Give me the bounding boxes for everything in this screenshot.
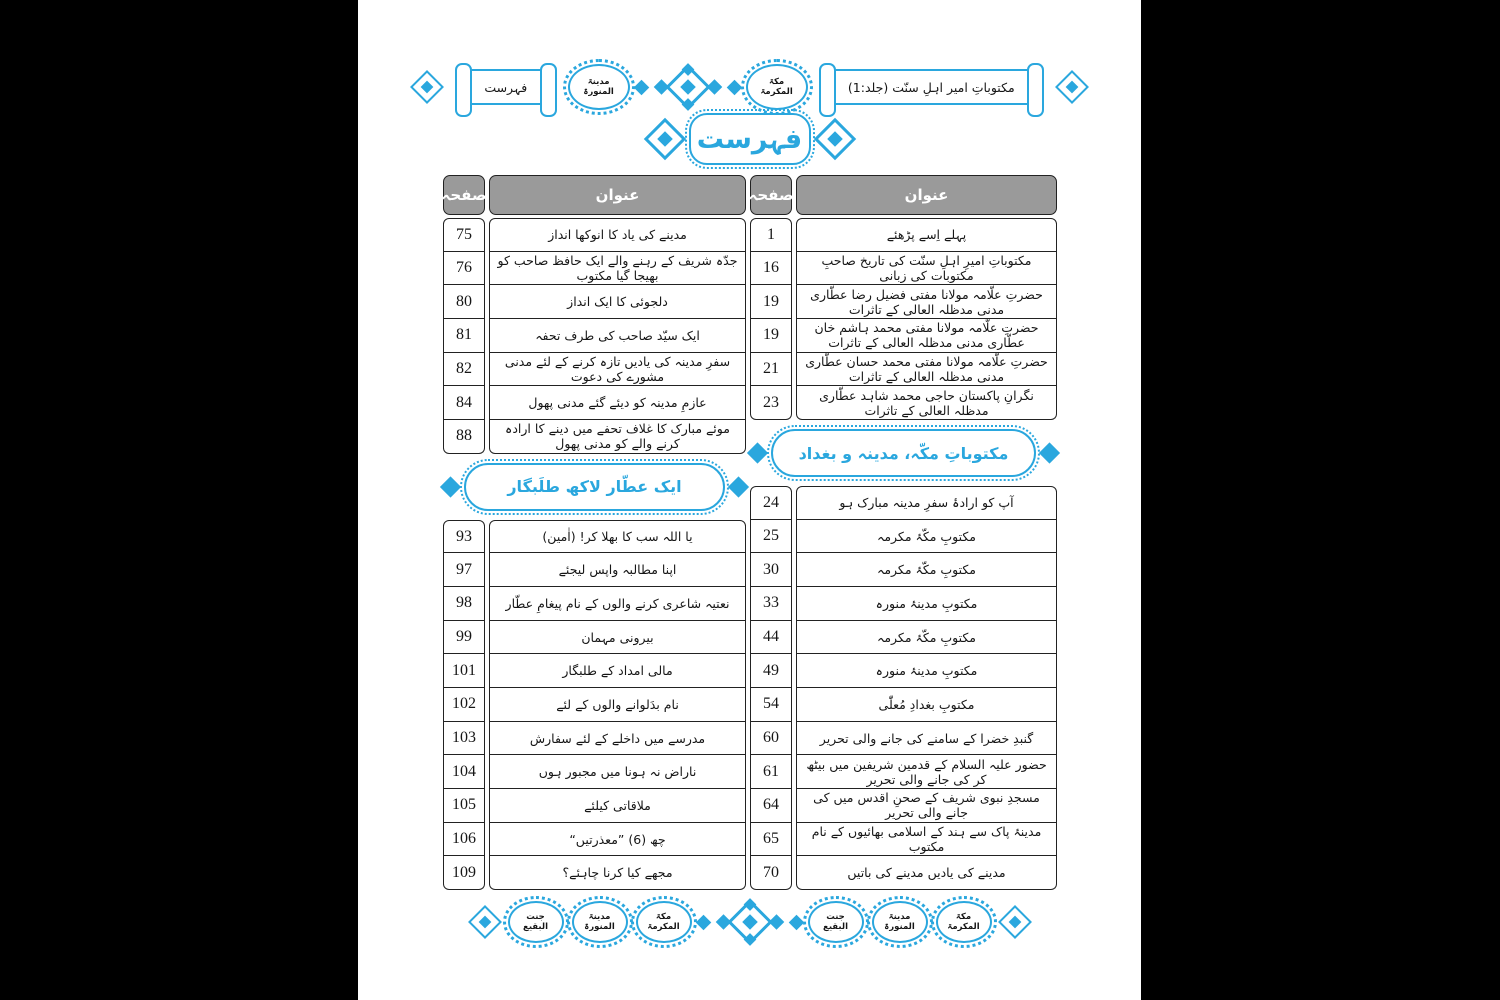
medallion xyxy=(808,901,864,943)
table-row xyxy=(750,688,1057,722)
row-title: حضرتِ علّامہ مولانا مفتی فضیل رضا عطّاری مدنی مدظلہ العالی کے تاثرات xyxy=(796,285,1057,319)
page-number: 30 xyxy=(750,553,792,587)
table-header xyxy=(750,175,1057,215)
row-title: بیرونی مہمان xyxy=(489,621,746,655)
section-banner xyxy=(443,456,746,518)
toc-table-right xyxy=(750,175,1057,890)
table-row xyxy=(443,420,746,454)
medallion-line: البقیع xyxy=(823,922,848,932)
book-page xyxy=(358,0,1141,1000)
page-number: 60 xyxy=(750,722,792,756)
title-column-header: عنوان xyxy=(796,175,1057,215)
page-number: 80 xyxy=(443,285,485,319)
page-number: 105 xyxy=(443,789,485,823)
page-number: 101 xyxy=(443,654,485,688)
table-row xyxy=(750,823,1057,857)
medallion-makkah xyxy=(746,64,808,110)
medallion xyxy=(508,901,564,943)
page-number: 24 xyxy=(750,486,792,520)
page-number: 54 xyxy=(750,688,792,722)
page-number: 104 xyxy=(443,755,485,789)
medallion xyxy=(936,901,992,943)
medallion-line: جنت xyxy=(826,911,845,922)
row-title: مکتوبِ مکّۂ مکرمہ xyxy=(796,553,1057,587)
medallion-line: المکرمۃ xyxy=(947,922,980,932)
row-title: گنبدِ خضرا کے سامنے کی جانے والی تحریر xyxy=(796,722,1057,756)
medallion-line: مکۃ xyxy=(655,911,672,922)
row-title: نگرانِ پاکستان حاجی محمد شاہد عطّاری مدظلہ العالی کے تاثرات xyxy=(796,386,1057,420)
table-row xyxy=(443,520,746,554)
page-number: 106 xyxy=(443,823,485,857)
row-title: یا اللہ سب کا بھلا کر! (اٰمین) xyxy=(489,520,746,554)
table-row xyxy=(443,319,746,353)
page-number: 61 xyxy=(750,755,792,789)
section-banner-label: مکتوباتِ مکّہ، مدینہ و بغداد xyxy=(798,443,1009,463)
medallion-line: جنت xyxy=(526,911,545,922)
page-number: 23 xyxy=(750,386,792,420)
page-number: 99 xyxy=(443,621,485,655)
table-row xyxy=(443,621,746,655)
corner-ornament-icon xyxy=(468,902,502,942)
row-title: نام بدَلوانے والوں کے لئے xyxy=(489,688,746,722)
table-row xyxy=(750,386,1057,420)
page-number: 21 xyxy=(750,353,792,387)
medallion-line: المنورۃ xyxy=(884,922,915,932)
row-title: آپ کو ارادۂ سفرِ مدینہ مبارک ہو xyxy=(796,486,1057,520)
page-number: 98 xyxy=(443,587,485,621)
rows-segment xyxy=(750,486,1057,890)
row-title: مکتوباتِ امیرِ اہلِ سنّت کی تاریخ صاحبِ مکتوبات کی زبانی xyxy=(796,252,1057,286)
section-banner-pill xyxy=(771,429,1035,477)
row-title: پہلے اِسے پڑھئے xyxy=(796,218,1057,252)
row-title: مکتوبِ بغدادِ مُعلّٰی xyxy=(796,688,1057,722)
diamond-ornament-icon xyxy=(633,79,649,95)
diamond-ornament-icon xyxy=(788,914,804,930)
medallion-line: المنورۃ xyxy=(583,87,614,97)
table-row xyxy=(443,285,746,319)
table-row xyxy=(443,688,746,722)
row-title: مسجدِ نبوی شریف کے صحنِ اقدس میں کی جانے والی تحریر xyxy=(796,789,1057,823)
rows-segment xyxy=(443,218,746,454)
table-row xyxy=(443,353,746,387)
table-row xyxy=(750,218,1057,252)
medallion-line: مکۃ xyxy=(769,76,785,87)
medallion-line: البقیع xyxy=(523,922,548,932)
table-row xyxy=(443,654,746,688)
page-number: 44 xyxy=(750,621,792,655)
page-number: 75 xyxy=(443,218,485,252)
bottom-border xyxy=(410,896,1089,948)
rows-segment xyxy=(750,218,1057,420)
table-row xyxy=(443,252,746,286)
table-row xyxy=(750,486,1057,520)
row-title: سفرِ مدینہ کی یادیں تازہ کرنے کے لئے مدنی مشورے کی دعوت xyxy=(489,353,746,387)
row-title: مدرسے میں داخلے کے لئے سفارش xyxy=(489,722,746,756)
page-column-header: صفحہ xyxy=(443,175,485,215)
row-title: مدینے کی یادیں مدینے کی باتیں xyxy=(796,856,1057,890)
row-title: جدّہ شریف کے رہنے والے ایک حافظ صاحب کو بھیجا گیا مکتوب xyxy=(489,252,746,286)
diamond-ornament-icon xyxy=(728,476,749,497)
toc-table-left xyxy=(443,175,746,890)
section-banner xyxy=(750,422,1057,484)
corner-ornament-icon xyxy=(410,67,444,107)
page-number: 1 xyxy=(750,218,792,252)
table-row xyxy=(443,755,746,789)
table-row xyxy=(750,319,1057,353)
page-number: 49 xyxy=(750,654,792,688)
row-title: نعتیہ شاعری کرنے والوں کے نام پیغامِ عطّار xyxy=(489,587,746,621)
medallion-line: مدینۃ xyxy=(587,76,610,87)
row-title: ملاقاتی کیلئے xyxy=(489,789,746,823)
diamond-ornament-icon xyxy=(747,442,768,463)
page-number: 64 xyxy=(750,789,792,823)
page-number: 25 xyxy=(750,520,792,554)
medallion-line: مکۃ xyxy=(955,911,972,922)
table-row xyxy=(750,789,1057,823)
corner-ornament-icon xyxy=(998,902,1032,942)
title-column-header: عنوان xyxy=(489,175,746,215)
floral-ornament-icon xyxy=(644,115,686,163)
table-row xyxy=(443,722,746,756)
row-title: مکتوبِ مکّۂ مکرمہ xyxy=(796,621,1057,655)
row-title: حضرتِ علّامہ مولانا مفتی محمد حسان عطّاری مدنی مدظلہ العالی کے تاثرات xyxy=(796,353,1057,387)
table-row xyxy=(750,285,1057,319)
medallion-line: مدینۃ xyxy=(888,911,911,922)
row-title: دلجوئی کا ایک انداز xyxy=(489,285,746,319)
medallion-line: المنورۃ xyxy=(584,922,615,932)
table-row xyxy=(750,587,1057,621)
diamond-ornament-icon xyxy=(1039,442,1060,463)
page-number: 81 xyxy=(443,319,485,353)
row-title: مدینۂ پاک سے ہند کے اسلامی بھائیوں کے نام مکتوب xyxy=(796,823,1057,857)
table-row xyxy=(750,621,1057,655)
page-number: 97 xyxy=(443,553,485,587)
row-title: مالی امداد کے طلبگار xyxy=(489,654,746,688)
table-row xyxy=(443,789,746,823)
row-title: مجھے کیا کرنا چاہئے؟ xyxy=(489,856,746,890)
medallion-madina xyxy=(568,64,630,110)
floral-ornament-icon xyxy=(814,115,856,163)
page-number: 88 xyxy=(443,420,485,454)
diamond-ornament-icon xyxy=(726,79,742,95)
table-row xyxy=(750,553,1057,587)
page-column-header: صفحہ xyxy=(750,175,792,215)
flower-ornament-icon xyxy=(715,898,785,946)
page-title-banner xyxy=(644,113,856,165)
scroll-banner-book-title xyxy=(826,69,1037,105)
table-row xyxy=(750,654,1057,688)
diamond-ornament-icon xyxy=(440,476,461,497)
page-number: 84 xyxy=(443,386,485,420)
page-number: 76 xyxy=(443,252,485,286)
medallion-line: المکرمۃ xyxy=(647,922,680,932)
row-title: اپنا مطالبہ واپس لیجئے xyxy=(489,553,746,587)
page-number: 82 xyxy=(443,353,485,387)
page-number: 109 xyxy=(443,856,485,890)
table-row xyxy=(750,722,1057,756)
page-number: 93 xyxy=(443,520,485,554)
table-row xyxy=(750,353,1057,387)
row-title: چھ (6) ”معذرتیں“ xyxy=(489,823,746,857)
rows-segment xyxy=(443,520,746,890)
page-number: 70 xyxy=(750,856,792,890)
row-title: مکتوبِ مدینۂ منورہ xyxy=(796,654,1057,688)
table-row xyxy=(750,520,1057,554)
row-title: ناراض نہ ہونا میں مجبور ہوں xyxy=(489,755,746,789)
flower-ornament-icon xyxy=(653,63,723,111)
page-number: 33 xyxy=(750,587,792,621)
page-number: 103 xyxy=(443,722,485,756)
table-row xyxy=(443,856,746,890)
medallion-line: المکرمۃ xyxy=(760,87,793,97)
page-title: فہرست xyxy=(696,123,803,155)
scroll-banner-fehrist xyxy=(462,69,550,105)
table-row xyxy=(750,755,1057,789)
medallion-line: مدینۃ xyxy=(588,911,611,922)
corner-ornament-icon xyxy=(1055,67,1089,107)
medallion xyxy=(636,901,692,943)
page-number: 16 xyxy=(750,252,792,286)
row-title: مکتوبِ مدینۂ منورہ xyxy=(796,587,1057,621)
page-number: 65 xyxy=(750,823,792,857)
section-banner-pill xyxy=(464,463,725,511)
section-banner-label: ایک عطّار لاکھ طلَبگار xyxy=(507,477,682,497)
page-number: 19 xyxy=(750,319,792,353)
row-title: حضور علیہ السلام کے قدمین شریفین میں بیٹھ کر کی جانے والی تحریر xyxy=(796,755,1057,789)
row-title: مدینے کی یاد کا انوکھا انداز xyxy=(489,218,746,252)
top-border xyxy=(410,58,1089,116)
table-row xyxy=(443,386,746,420)
table-header xyxy=(443,175,746,215)
table-row xyxy=(443,587,746,621)
row-title: مکتوبِ مکّۂ مکرمہ xyxy=(796,520,1057,554)
page-number: 19 xyxy=(750,285,792,319)
row-title: عازمِ مدینہ کو دیئے گئے مدنی پھول xyxy=(489,386,746,420)
row-title: موئے مبارک کا غلاف تحفے میں دینے کا ارادہ کرنے والے کو مدنی پھول xyxy=(489,420,746,454)
medallion xyxy=(872,901,928,943)
table-row xyxy=(750,856,1057,890)
page-title-pill xyxy=(689,113,811,165)
table-row xyxy=(443,553,746,587)
table-row xyxy=(750,252,1057,286)
row-title: ایک سیّد صاحب کی طرف تحفہ xyxy=(489,319,746,353)
row-title: حضرتِ علّامہ مولانا مفتی محمد ہاشم خان عطّاری مدنی مدظلہ العالی کے تاثرات xyxy=(796,319,1057,353)
table-row xyxy=(443,823,746,857)
diamond-ornament-icon xyxy=(695,914,711,930)
table-row xyxy=(443,218,746,252)
scroll-banner-label: فہرست xyxy=(484,79,528,95)
page-number: 102 xyxy=(443,688,485,722)
medallion xyxy=(572,901,628,943)
book-title-label: مکتوباتِ امیر اہلِ سنّت (جلد:1) xyxy=(847,79,1015,95)
medallion-group-right xyxy=(808,901,992,943)
medallion-group-left xyxy=(508,901,692,943)
